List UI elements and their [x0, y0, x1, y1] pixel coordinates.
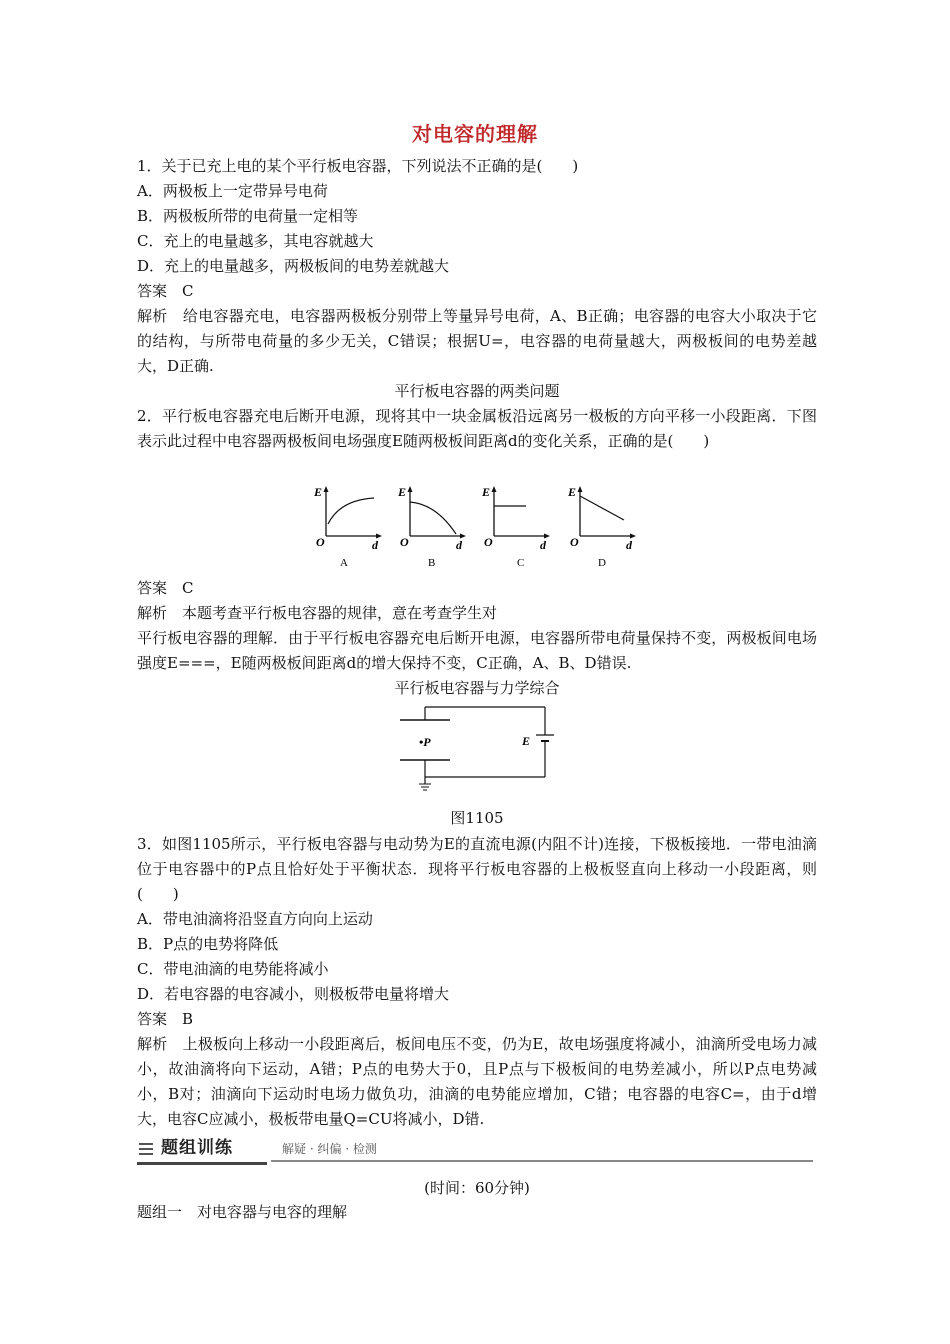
graph-c-o: O: [484, 535, 493, 549]
q3-option-c: C．带电油滴的电势能将减小: [137, 960, 329, 978]
circuit-source-e: E: [522, 734, 531, 748]
graph-c-d: d: [540, 538, 546, 552]
stripes-icon: [139, 1142, 155, 1156]
banner-label: 题组训练: [161, 1138, 233, 1158]
q1-stem: 1．关于已充上电的某个平行板电容器，下列说法不正确的是( ): [137, 157, 579, 175]
graph-b-e: E: [398, 485, 407, 499]
q3-option-a: A．带电油滴将沿竖直方向向上运动: [137, 910, 373, 928]
circuit-diagram: [386, 700, 561, 800]
graph-a-label: A: [340, 557, 348, 569]
q3-option-b: B．P点的电势将降低: [137, 935, 279, 953]
banner-rule: [271, 1160, 813, 1162]
question-3: [137, 832, 817, 1132]
graph-a-d: d: [372, 538, 378, 552]
figure-caption: 图1105: [450, 809, 504, 827]
q2-answer: 答案 C: [137, 579, 194, 597]
section-title-3: 平行板电容器与力学综合: [394, 679, 560, 697]
question-2-answer: [137, 576, 817, 701]
graph-c-label: C: [517, 557, 525, 569]
q2-analysis-2: 平行板电容器的理解．由于平行板电容器充电后断开电源，电容器所带电荷量保持不变，两极板间电场强度E===，E随两极板间距离d的增大保持不变，C正确，A、B、D错误.: [137, 629, 817, 672]
graph-d-d: d: [626, 538, 632, 552]
q3-stem: 3．如图1105所示，平行板电容器与电动势为E的直流电源(内阻不计)连接，下极板接地．一带电油滴位于电容器中的P点且恰好处于平衡状态．现将平行板电容器的上极板竖直向上移动一小段距离，则( ): [137, 835, 817, 903]
graph-a-o: O: [316, 535, 325, 549]
q2-analysis-1: 解析 本题考查平行板电容器的规律，意在考查学生对: [137, 604, 498, 622]
q1-option-b: B．两极板所带的电荷量一定相等: [137, 207, 359, 225]
group-heading: 题组一 对电容器与电容的理解: [137, 1203, 348, 1221]
graph-b-o: O: [400, 535, 409, 549]
circuit-point-p: •P: [419, 735, 431, 749]
q3-option-d: D．若电容器的电容减小，则极板带电量将增大: [137, 985, 450, 1003]
q1-option-c: C．充上的电量越多，其电容就越大: [137, 232, 374, 250]
section-title-2: 平行板电容器的两类问题: [394, 382, 560, 400]
q1-option-d: D．充上的电量越多，两极板间的电势差就越大: [137, 257, 450, 275]
banner-subtitle: 解疑 · 纠偏 · 检测: [282, 1142, 377, 1156]
graph-b: [397, 485, 466, 569]
q1-analysis: 解析 给电容器充电，电容器两极板分别带上等量异号电荷，A、B正确；电容器的电容大小取决于它的结构，与所带电荷量的多少无关，C错误；根据U=，电容器的电荷量越大，两极板间的电势差越大，D正确.: [137, 307, 817, 375]
graph-d-o: O: [570, 535, 579, 549]
q2-graphs: [300, 478, 650, 570]
q2-stem: 2．平行板电容器充电后断开电源，现将其中一块金属板沿远离另一极板的方向平移一小段距离．下图表示此过程中电容器两极板间电场强度E随两极板间距离d的变化关系，正确的是( ): [137, 407, 817, 450]
graph-c-e: E: [482, 485, 491, 499]
banner-bar: [137, 1162, 267, 1165]
question-1: [137, 154, 817, 454]
graph-b-label: B: [428, 557, 436, 569]
graph-b-d: d: [456, 538, 462, 552]
page-title: 对电容的理解: [412, 122, 538, 146]
q1-answer: 答案 C: [137, 282, 194, 300]
time-limit: (时间：60分钟): [424, 1179, 530, 1197]
graph-d-label: D: [598, 557, 606, 569]
section-banner: [137, 1136, 813, 1166]
graph-d: [567, 485, 636, 569]
graph-a-e: E: [314, 485, 323, 499]
q1-option-a: A．两极板上一定带异号电荷: [137, 182, 328, 200]
graph-d-e: E: [568, 485, 577, 499]
q3-analysis: 解析 上极板向上移动一小段距离后，板间电压不变，仍为E，故电场强度将减小，油滴所受电场力减小，故油滴将向下运动，A错；P点的电势大于0，且P点与下极板间的电势差减小，所以P点电势减小，B对；油滴向下运动时电场力做负功，油滴的电势能应增加，C错；电容器的电容C=，由于d增大，电容C应减小，极板带电量Q=CU将减小，D错.: [137, 1035, 817, 1128]
graph-c: [481, 485, 550, 569]
q3-answer: 答案 B: [137, 1010, 194, 1028]
graph-a: [313, 485, 382, 569]
